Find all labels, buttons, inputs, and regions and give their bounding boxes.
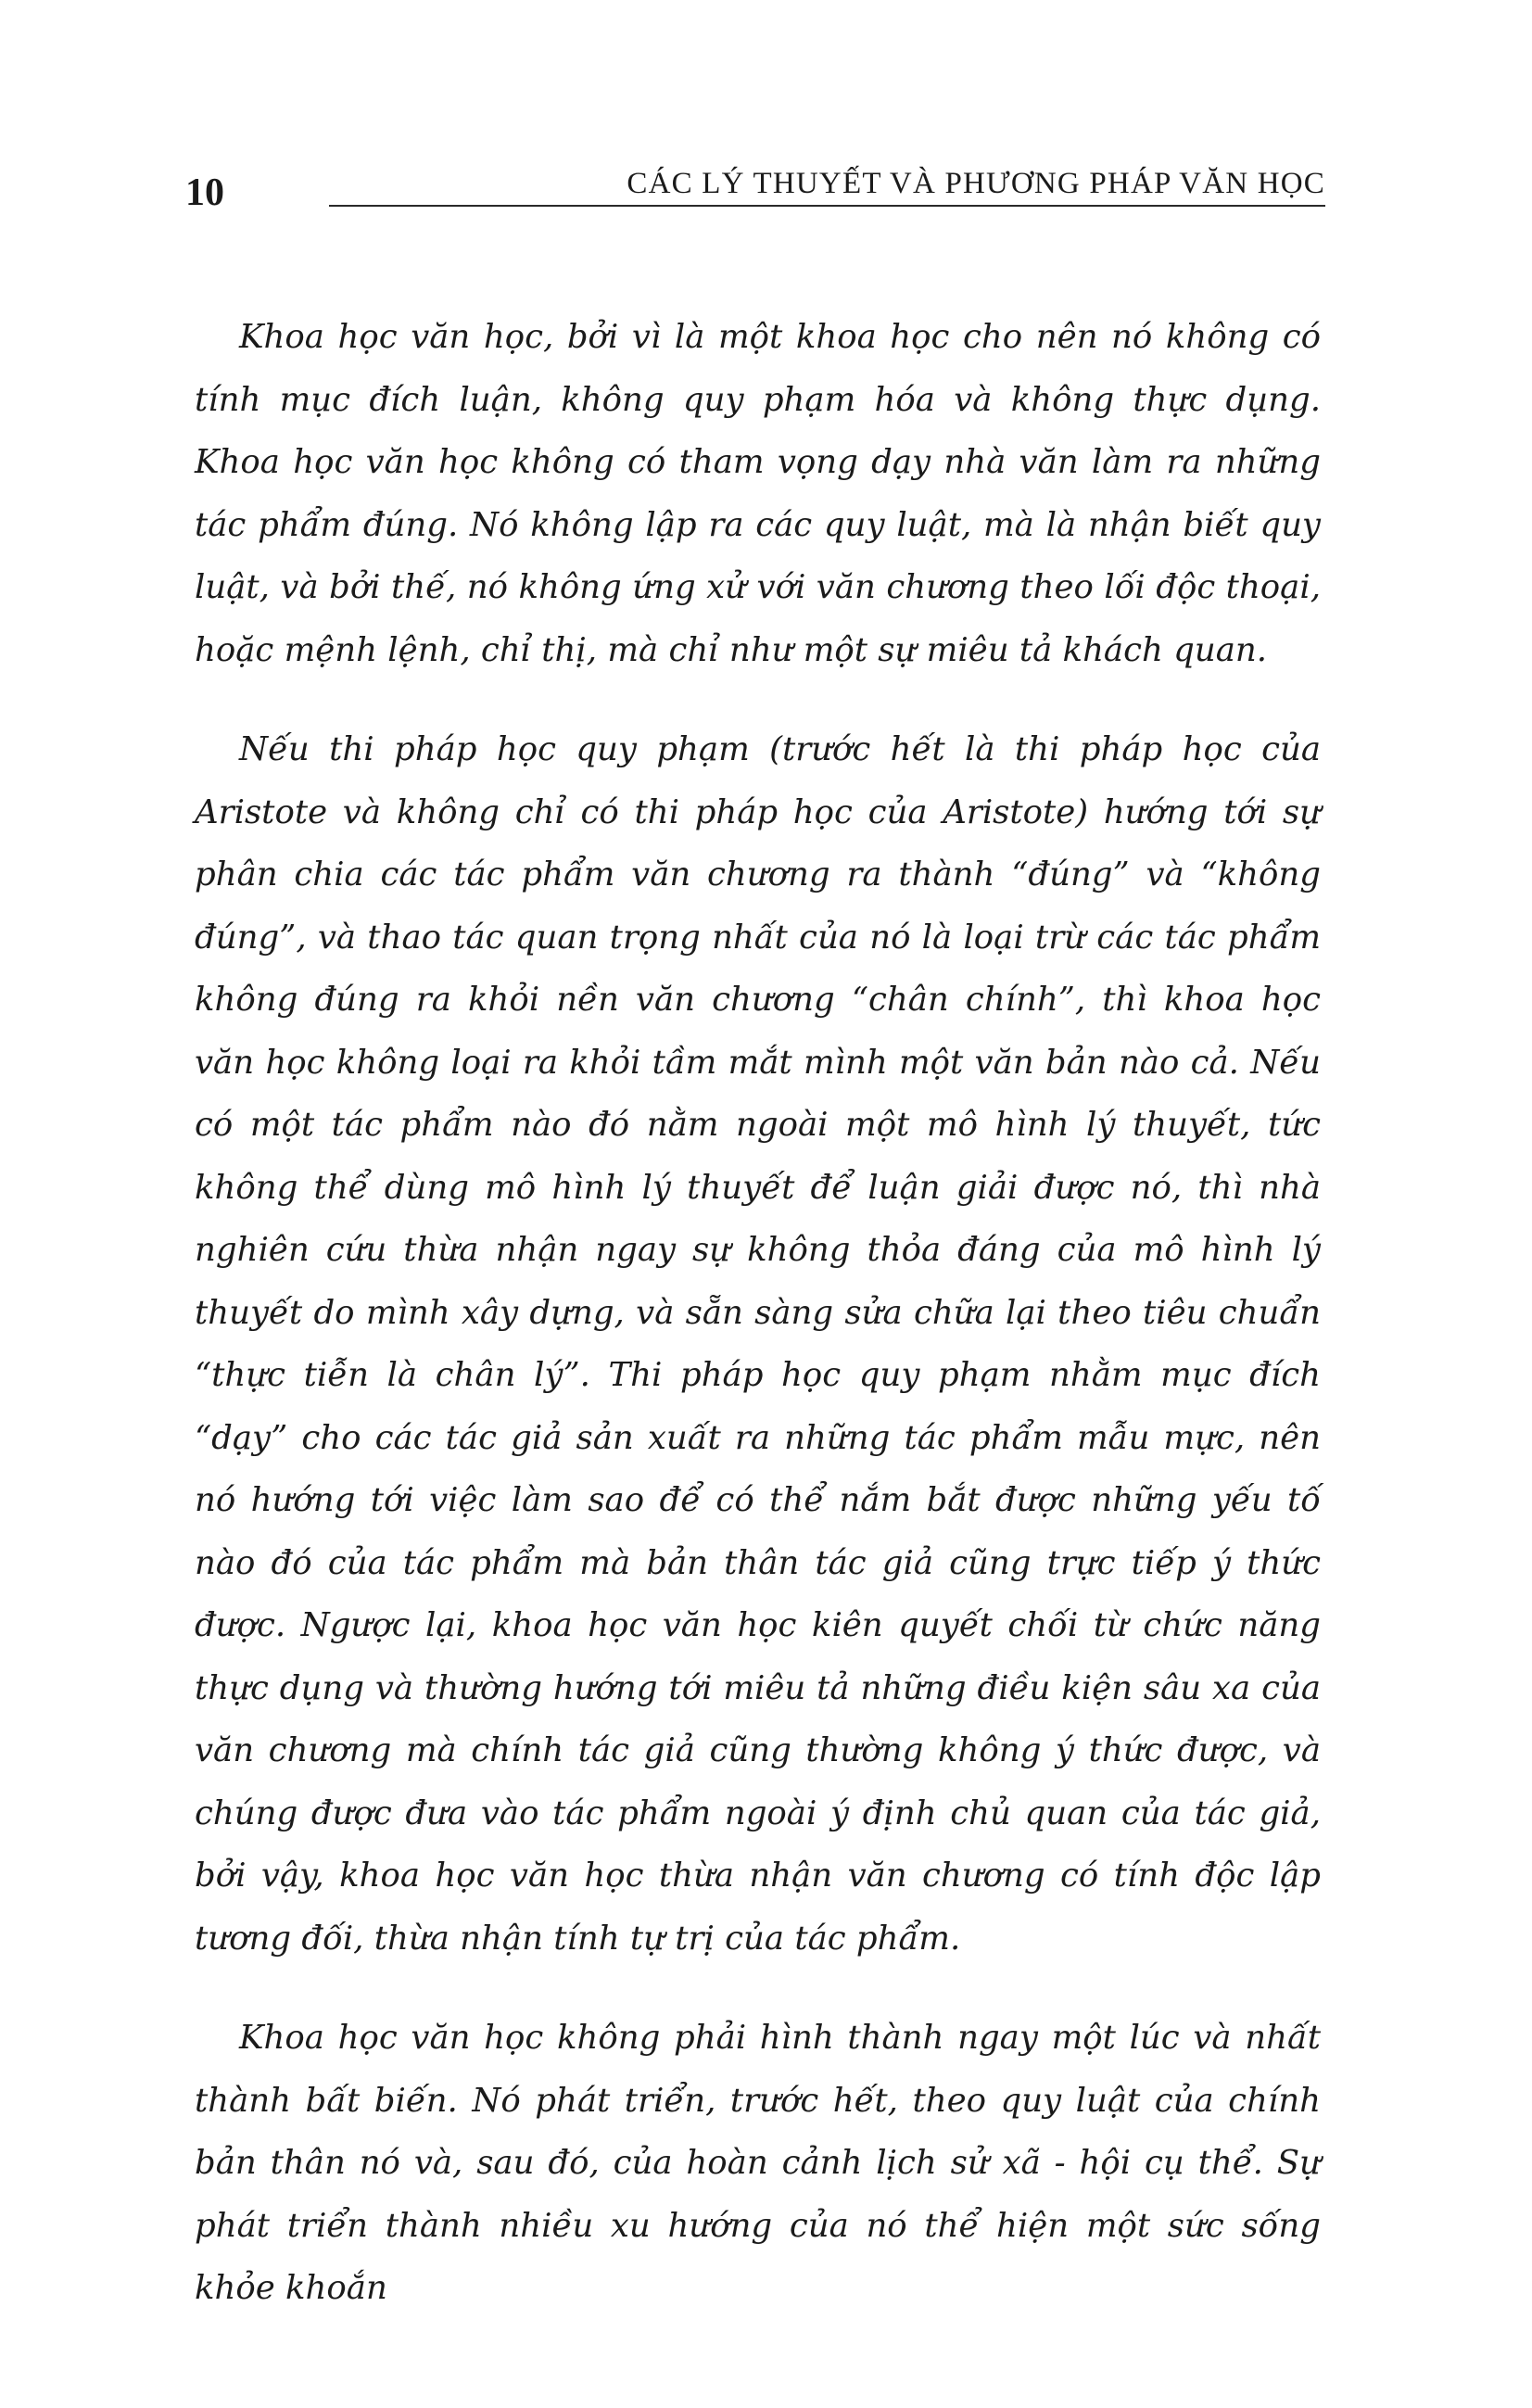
page-header	[185, 153, 1325, 214]
paragraph-3: Khoa học văn học không phải hình thành ngay một lúc và nhất thành bất biến. Nó phát triển, trước hết, theo quy luật của chính bản thân nó và, sau đó, của hoàn cảnh lịch sử xã - hội cụ thể. Sự phát triển thành nhiều xu hướng của nó thể hiện một sức sống khỏe khoắn	[195, 2019, 1321, 2307]
running-title: CÁC LÝ THUYẾT VÀ PHƯƠNG PHÁP VĂN HỌC	[627, 167, 1325, 200]
paragraph-1: Khoa học văn học, bởi vì là một khoa học cho nên nó không có tính mục đích luận, không quy phạm hóa và không thực dụng. Khoa học văn học không có tham vọng dạy nhà văn làm ra những tác phẩm đúng. Nó không lập ra các quy luật, mà là nhận biết quy luật, và bởi thế, nó không ứng xử với văn chương theo lối độc thoại, hoặc mệnh lệnh, chỉ thị, mà chỉ như một sự miêu tả khách quan.	[195, 318, 1321, 669]
header-rule	[329, 205, 1325, 207]
paragraph-2: Nếu thi pháp học quy phạm (trước hết là thi pháp học của Aristote và không chỉ có thi pháp học của Aristote) hướng tới sự phân chia các tác phẩm văn chương ra thành “đúng” và “không đúng”, và thao tác quan trọng nhất của nó là loại trừ các tác phẩm không đúng ra khỏi nền văn chương “chân chính”, thì khoa học văn học không loại ra khỏi tầm mắt mình một văn bản nào cả. Nếu có một tác phẩm nào đó nằm ngoài một mô hình lý thuyết, tức không thể dùng mô hình lý thuyết để luận giải được nó, thì nhà nghiên cứu thừa nhận ngay sự không thỏa đáng của mô hình lý thuyết do mình xây dựng, và sẵn sàng sửa chữa lại theo tiêu chuẩn “thực tiễn là chân lý”. Thi pháp học quy phạm nhằm mục đích “dạy” cho các tác giả sản xuất ra những tác phẩm mẫu mực, nên nó hướng tới việc làm sao để có thể nắm bắt được những yếu tố nào đó của tác phẩm mà bản thân tác giả cũng trực tiếp ý thức được. Ngược lại, khoa học văn học kiên quyết chối từ chức năng thực dụng và thường hướng tới miêu tả những điều kiện sâu xa của văn chương mà chính tác giả cũng thường không ý thức được, và chúng được đưa vào tác phẩm ngoài ý định chủ quan của tác giả, bởi vậy, khoa học văn học thừa nhận văn chương có tính độc lập tương đối, thừa nhận tính tự trị của tác phẩm.	[195, 730, 1321, 1958]
page-number: 10	[185, 171, 224, 214]
body-text	[195, 306, 1321, 2357]
